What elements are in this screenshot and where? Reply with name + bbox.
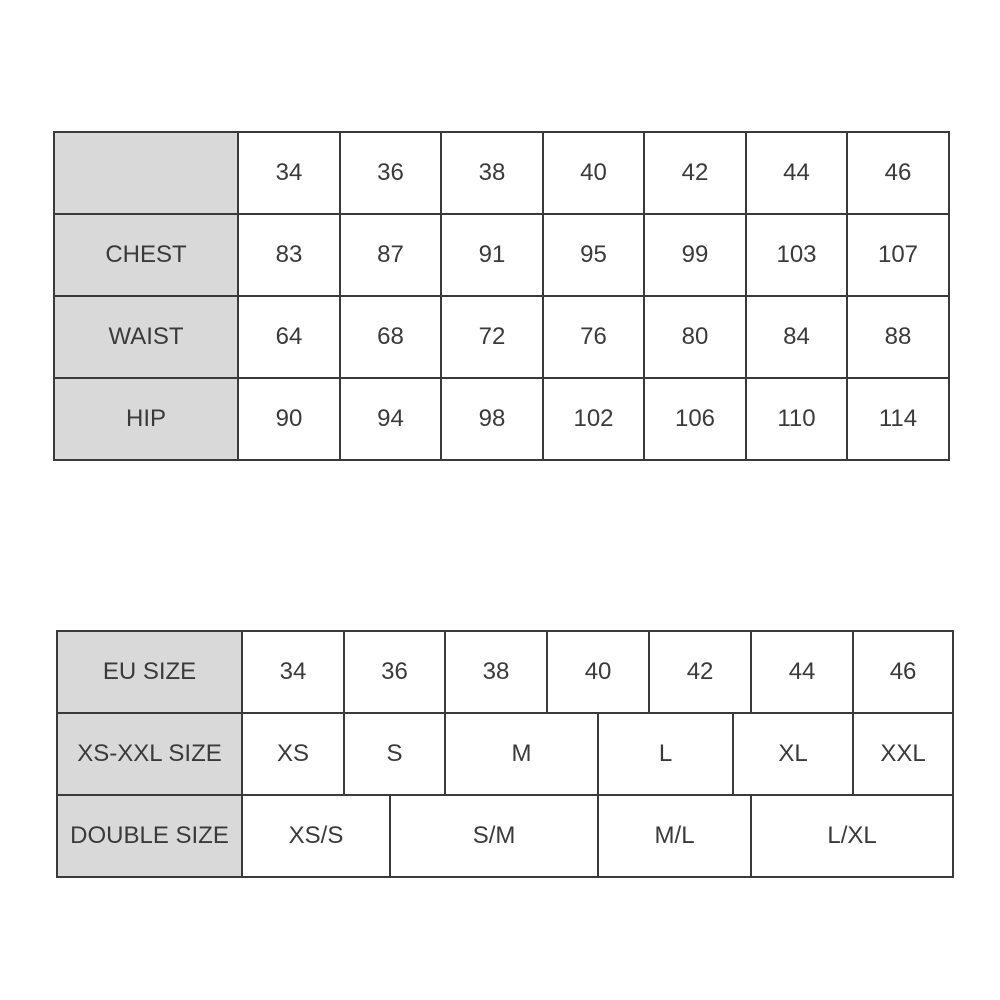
chest-value: 107 <box>847 214 949 296</box>
size-cell: 46 <box>847 132 949 214</box>
eu-size-cell: 46 <box>853 631 953 713</box>
size-cell: 36 <box>340 132 441 214</box>
eu-size-label: EU SIZE <box>57 631 242 713</box>
size-cell: 40 <box>543 132 644 214</box>
hip-label: HIP <box>54 378 238 460</box>
chest-value: 99 <box>644 214 746 296</box>
eu-size-cell: 42 <box>649 631 751 713</box>
chest-value: 87 <box>340 214 441 296</box>
eu-size-row <box>57 631 953 713</box>
eu-size-cell: 36 <box>344 631 445 713</box>
chest-row <box>54 214 949 296</box>
waist-row <box>54 296 949 378</box>
double-size-cell: L/XL <box>751 795 953 877</box>
waist-value: 80 <box>644 296 746 378</box>
hip-value: 110 <box>746 378 847 460</box>
double-size-label: DOUBLE SIZE <box>57 795 242 877</box>
hip-value: 102 <box>543 378 644 460</box>
letter-size-label: XS-XXL SIZE <box>57 713 242 795</box>
hip-value: 94 <box>340 378 441 460</box>
waist-value: 84 <box>746 296 847 378</box>
letter-size-cell: L <box>598 713 733 795</box>
size-cell: 34 <box>238 132 340 214</box>
letter-size-cell: XXL <box>853 713 953 795</box>
hip-value: 98 <box>441 378 543 460</box>
double-size-cell: M/L <box>598 795 751 877</box>
eu-size-cell: 44 <box>751 631 853 713</box>
waist-value: 76 <box>543 296 644 378</box>
eu-size-cell: 40 <box>547 631 649 713</box>
size-conversion-table <box>56 630 954 878</box>
size-cell: 38 <box>441 132 543 214</box>
letter-size-row <box>57 713 953 795</box>
hip-value: 114 <box>847 378 949 460</box>
chest-value: 103 <box>746 214 847 296</box>
chest-value: 91 <box>441 214 543 296</box>
measurements-table <box>53 131 950 461</box>
size-header-row <box>54 132 949 214</box>
double-size-cell: XS/S <box>242 795 390 877</box>
letter-size-cell: M <box>445 713 598 795</box>
waist-label: WAIST <box>54 296 238 378</box>
waist-value: 72 <box>441 296 543 378</box>
letter-size-cell: XL <box>733 713 853 795</box>
eu-size-cell: 34 <box>242 631 344 713</box>
letter-size-cell: XS <box>242 713 344 795</box>
double-size-cell: S/M <box>390 795 598 877</box>
waist-value: 88 <box>847 296 949 378</box>
chest-value: 83 <box>238 214 340 296</box>
hip-value: 106 <box>644 378 746 460</box>
hip-row <box>54 378 949 460</box>
eu-size-cell: 38 <box>445 631 547 713</box>
waist-value: 68 <box>340 296 441 378</box>
chest-label: CHEST <box>54 214 238 296</box>
chest-value: 95 <box>543 214 644 296</box>
corner-cell <box>54 132 238 214</box>
letter-size-cell: S <box>344 713 445 795</box>
size-cell: 44 <box>746 132 847 214</box>
waist-value: 64 <box>238 296 340 378</box>
double-size-row <box>57 795 953 877</box>
hip-value: 90 <box>238 378 340 460</box>
size-cell: 42 <box>644 132 746 214</box>
